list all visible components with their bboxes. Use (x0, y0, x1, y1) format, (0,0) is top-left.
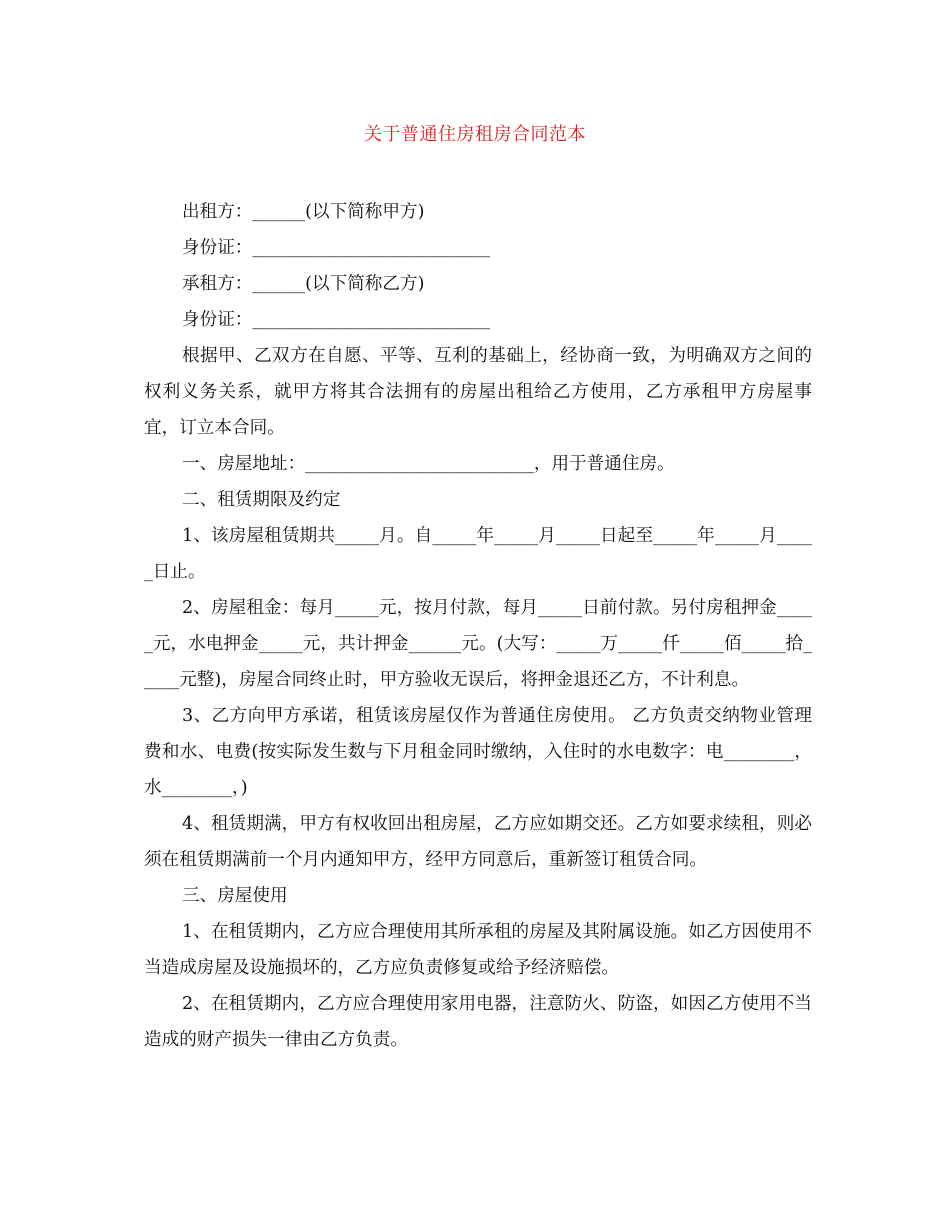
clause-renewal: 4、租赁期满，甲方有权收回出租房屋，乙方应如期交还。乙方如要求续租，则必须在租赁期满前一个月内通知甲方，经甲方同意后，重新签订租赁合同。 (144, 814, 812, 870)
clause-reasonable-use: 1、在租赁期内，乙方应合理使用其所承租的房屋及其附属设施。如乙方因使用不当造成房屋及设施损坏的，乙方应负责修复或给予经济赔偿。 (144, 922, 812, 978)
document-body (144, 194, 812, 1058)
lessor-line: 出租方：______(以下简称甲方) (182, 202, 425, 222)
clause-usage-fees: 3、乙方向甲方承诺，租赁该房屋仅作为普通住房使用。 乙方负责交纳物业管理费和水、电费(按实际发生数与下月租金同时缴纳，入住时的水电数字：电________，水________，) (144, 706, 812, 798)
clause-lease-period: 1、该房屋租赁期共_____月。自_____年_____月_____日起至_____年_____月_____日止。 (144, 526, 812, 582)
document-title: 关于普通住房租房合同范本 (364, 124, 586, 145)
lessee-id-line: 身份证：___________________________ (182, 310, 490, 330)
preamble-paragraph: 根据甲、乙双方在自愿、平等、互利的基础上，经协商一致，为明确双方之间的权利义务关系，就甲方将其合法拥有的房屋出租给乙方使用，乙方承租甲方房屋事宜，订立本合同。 (144, 346, 812, 438)
section-heading-house-use: 三、房屋使用 (182, 886, 288, 906)
clause-rent-deposit: 2、房屋租金：每月_____元，按月付款，每月_____日前付款。另付房租押金_____元，水电押金_____元，共计押金______元。(大写：_____万_____仟_____佰_____拾_____元整)，房屋合同终止时，甲方验收无误后，将押金退还乙方，不计利息。 (144, 598, 812, 690)
lessor-id-line: 身份证：___________________________ (182, 238, 490, 258)
clause-appliances: 2、在租赁期内，乙方应合理使用家用电器，注意防火、防盗，如因乙方使用不当造成的财产损失一律由乙方负责。 (144, 994, 812, 1050)
lessee-line: 承租方：______(以下简称乙方) (182, 274, 425, 294)
section-heading-lease-term: 二、租赁期限及约定 (182, 490, 341, 510)
section-house-address: 一、房屋地址：__________________________，用于普通住房。 (182, 454, 675, 474)
